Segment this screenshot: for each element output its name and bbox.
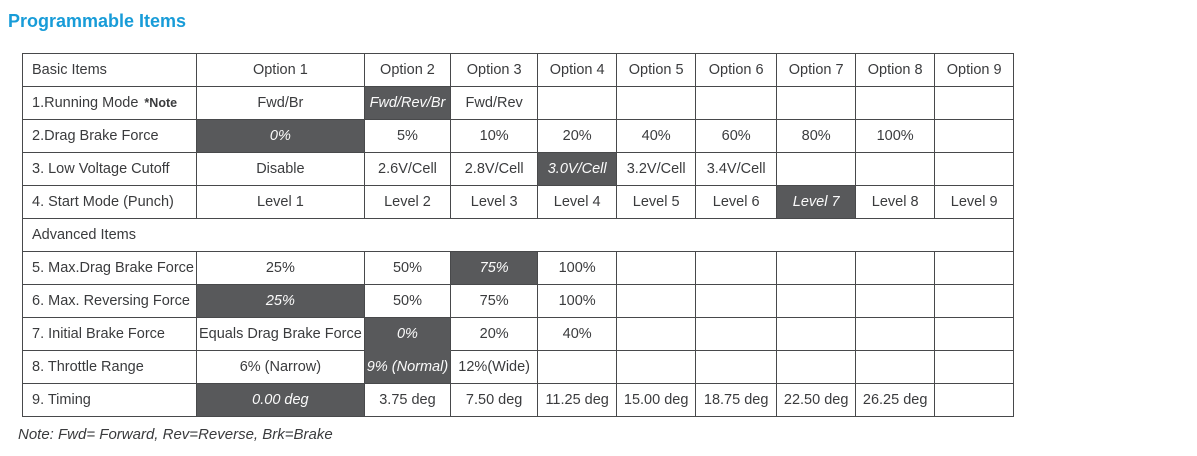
option-cell: 60% (696, 120, 777, 153)
empty-cell (856, 153, 935, 186)
table-row (23, 351, 1014, 384)
option-cell: Level 6 (696, 186, 777, 219)
row-label-note-marker: *Note (144, 96, 178, 110)
column-header: Option 2 (364, 54, 450, 87)
column-header: Option 7 (777, 54, 856, 87)
section-label: Advanced Items (23, 219, 1014, 252)
option-cell-selected: 3.0V/Cell (538, 153, 617, 186)
row-label (23, 120, 197, 153)
empty-cell (696, 285, 777, 318)
option-cell: 100% (856, 120, 935, 153)
table-row (23, 384, 1014, 417)
empty-cell (856, 252, 935, 285)
option-cell: 2.8V/Cell (451, 153, 538, 186)
row-label-text: 7. Initial Brake Force (32, 326, 165, 342)
option-cell: 10% (451, 120, 538, 153)
row-label-text: 3. Low Voltage Cutoff (32, 161, 170, 177)
option-cell: 2.6V/Cell (364, 153, 450, 186)
empty-cell (856, 351, 935, 384)
table-row (23, 186, 1014, 219)
option-cell: 26.25 deg (856, 384, 935, 417)
option-cell: 12%(Wide) (451, 351, 538, 384)
empty-cell (935, 252, 1014, 285)
option-cell: 3.75 deg (364, 384, 450, 417)
option-cell: 5% (364, 120, 450, 153)
table-row (23, 87, 1014, 120)
empty-cell (935, 285, 1014, 318)
column-header: Option 1 (196, 54, 364, 87)
option-cell: Level 3 (451, 186, 538, 219)
option-cell: Level 4 (538, 186, 617, 219)
empty-cell (777, 285, 856, 318)
header-basic-items: Basic Items (23, 54, 197, 87)
empty-cell (777, 153, 856, 186)
table-row (23, 153, 1014, 186)
option-cell: 18.75 deg (696, 384, 777, 417)
row-label-text: 8. Throttle Range (32, 359, 144, 375)
empty-cell (696, 87, 777, 120)
empty-cell (696, 351, 777, 384)
option-cell: 15.00 deg (617, 384, 696, 417)
option-cell: 40% (617, 120, 696, 153)
option-cell: Level 8 (856, 186, 935, 219)
option-cell: Fwd/Rev (451, 87, 538, 120)
option-cell-selected: 25% (196, 285, 364, 318)
row-label-text: 5. Max.Drag Brake Force (32, 260, 194, 276)
empty-cell (617, 252, 696, 285)
empty-cell (538, 351, 617, 384)
option-cell-selected: 75% (451, 252, 538, 285)
column-header: Option 8 (856, 54, 935, 87)
table-row (23, 120, 1014, 153)
empty-cell (935, 318, 1014, 351)
empty-cell (777, 351, 856, 384)
row-label-text: 9. Timing (32, 392, 91, 408)
empty-cell (935, 87, 1014, 120)
column-header: Option 4 (538, 54, 617, 87)
empty-cell (856, 285, 935, 318)
table-row (23, 252, 1014, 285)
option-cell: 11.25 deg (538, 384, 617, 417)
column-header: Option 3 (451, 54, 538, 87)
row-label (23, 153, 197, 186)
programmable-items-table (22, 53, 1014, 417)
empty-cell (856, 87, 935, 120)
column-header: Option 5 (617, 54, 696, 87)
option-cell-selected: Fwd/Rev/Br (364, 87, 450, 120)
option-cell-selected: 9% (Normal) (364, 351, 450, 384)
option-cell: 6% (Narrow) (196, 351, 364, 384)
option-cell: 80% (777, 120, 856, 153)
row-label-text: 2.Drag Brake Force (32, 128, 159, 144)
option-cell: Level 9 (935, 186, 1014, 219)
option-cell: 50% (364, 285, 450, 318)
footnote: Note: Fwd= Forward, Rev=Reverse, Brk=Brake (18, 426, 333, 443)
empty-cell (538, 87, 617, 120)
option-cell-selected: Level 7 (777, 186, 856, 219)
empty-cell (617, 318, 696, 351)
empty-cell (935, 153, 1014, 186)
empty-cell (777, 87, 856, 120)
option-cell: 100% (538, 285, 617, 318)
option-cell: 20% (451, 318, 538, 351)
header-row (23, 54, 1014, 87)
row-label-text: 1.Running Mode (32, 95, 139, 111)
empty-cell (777, 252, 856, 285)
option-cell-selected: 0.00 deg (196, 384, 364, 417)
option-cell: 50% (364, 252, 450, 285)
option-cell: Equals Drag Brake Force (196, 318, 364, 351)
row-label (23, 87, 197, 120)
table-row (23, 318, 1014, 351)
row-label (23, 186, 197, 219)
row-label (23, 252, 197, 285)
table-row (23, 285, 1014, 318)
option-cell: Level 1 (196, 186, 364, 219)
option-cell: 3.4V/Cell (696, 153, 777, 186)
option-cell: Disable (196, 153, 364, 186)
empty-cell (777, 318, 856, 351)
empty-cell (617, 351, 696, 384)
option-cell-selected: 0% (364, 318, 450, 351)
option-cell-selected: 0% (196, 120, 364, 153)
empty-cell (935, 384, 1014, 417)
row-label (23, 384, 197, 417)
option-cell: 3.2V/Cell (617, 153, 696, 186)
column-header: Option 9 (935, 54, 1014, 87)
option-cell: Level 2 (364, 186, 450, 219)
row-label (23, 351, 197, 384)
row-label-text: 6. Max. Reversing Force (32, 293, 190, 309)
row-label (23, 285, 197, 318)
empty-cell (696, 252, 777, 285)
option-cell: Fwd/Br (196, 87, 364, 120)
section-row (23, 219, 1014, 252)
page-title: Programmable Items (8, 11, 187, 31)
option-cell: 25% (196, 252, 364, 285)
row-label (23, 318, 197, 351)
option-cell: 20% (538, 120, 617, 153)
row-label-text: 4. Start Mode (Punch) (32, 194, 174, 210)
column-header: Option 6 (696, 54, 777, 87)
empty-cell (617, 285, 696, 318)
option-cell: 75% (451, 285, 538, 318)
empty-cell (617, 87, 696, 120)
empty-cell (935, 120, 1014, 153)
option-cell: 22.50 deg (777, 384, 856, 417)
option-cell: 100% (538, 252, 617, 285)
table-body (23, 87, 1014, 417)
empty-cell (696, 318, 777, 351)
option-cell: 7.50 deg (451, 384, 538, 417)
option-cell: 40% (538, 318, 617, 351)
table-header (23, 54, 1014, 87)
option-cell: Level 5 (617, 186, 696, 219)
empty-cell (856, 318, 935, 351)
empty-cell (935, 351, 1014, 384)
